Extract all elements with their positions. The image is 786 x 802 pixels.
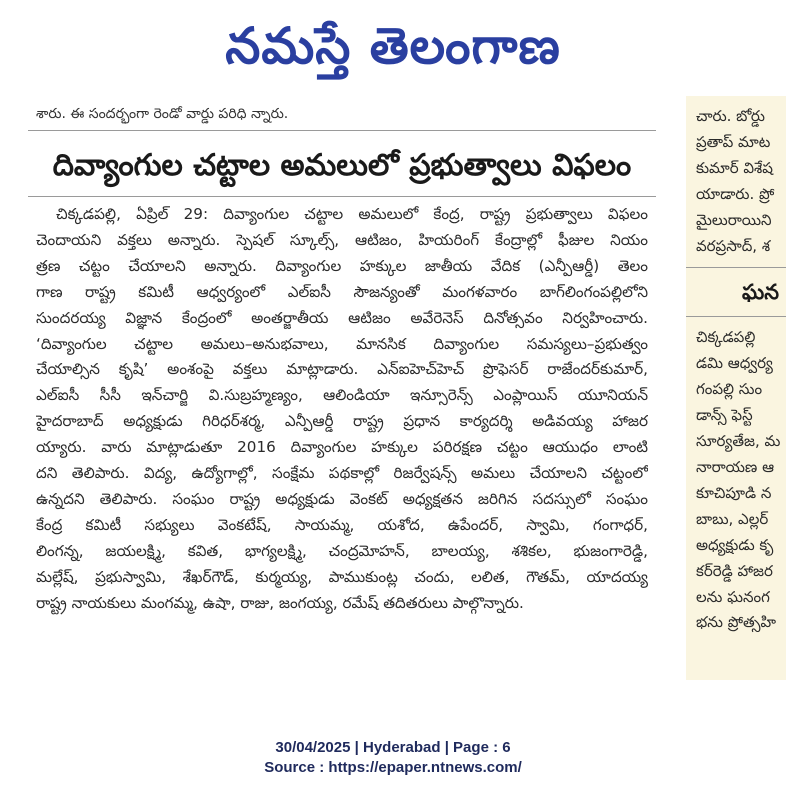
source-link[interactable]: Source : https://epaper.ntnews.com/	[264, 759, 522, 776]
article-line: చేయాల్సిన కృషి’ అంశంపై వక్తలు మాట్లాడారు. ఎన్ఐహెచ్‌హెచ్ ప్రొఫెసర్ రాజేందర్‌కుమార్,	[36, 360, 648, 379]
side-line: బాబు, ఎల్లర్	[696, 509, 769, 528]
side-line: ప్రతాప్ మాట	[696, 132, 771, 151]
article-line: చిక్కడపల్లి, ఏప్రిల్ 29: దివ్యాంగుల చట్టాల అమలులో కేంద్ర, రాష్ట్ర ప్రభుత్వాలు విఫలం	[56, 205, 648, 223]
adjacent-article-strip	[686, 96, 786, 680]
side-line: చారు. బోర్డు	[696, 107, 765, 125]
newspaper-logo: నమస్తే తెలంగాణ	[225, 17, 561, 75]
side-line: కర్‌రెడ్డి హాజర	[696, 561, 773, 580]
side-line: డాన్స్ ఫెస్ట్	[696, 406, 753, 425]
top-divider	[28, 130, 656, 131]
masthead	[0, 0, 786, 95]
side-line: కూచిపూడి న	[696, 483, 772, 502]
article-headline: దివ్యాంగుల చట్టాల అమలులో ప్రభుత్వాలు విఫలం	[52, 148, 632, 183]
headline-divider	[28, 196, 656, 197]
side-line: అధ్యక్షుడు కృ	[696, 535, 774, 554]
article-line: ఎల్ఐసీ సీసీ ఇన్‌చార్జి వి.సుబ్రహ్మణ్యం, ఆలిండియా ఇన్సూరెన్స్ ఎంప్లాయిస్ యూనియన్	[36, 386, 648, 405]
side-line: కుమార్ విశేష	[696, 158, 773, 177]
side-line: మైలురాయిని	[696, 210, 772, 229]
article-line: మల్లేష్, ప్రభుస్వామి, శేఖర్‌గౌడ్, కుర్మయ్య, పాముకుంట్ల చందు, లలిత, గౌతమ్, యాదయ్య	[36, 567, 648, 586]
side-divider	[686, 267, 786, 268]
article-line: లింగన్న, జయలక్ష్మి, కవిత, భాగ్యలక్ష్మి, చంద్రమోహన్, బాలయ్య, శశికల, భుజంగారెడ్డి,	[36, 541, 648, 560]
side-line: వరప్రసాద్, శ	[696, 236, 771, 255]
side-line: గంపల్లి సుం	[696, 380, 763, 399]
side-line: లను ఘనంగ	[696, 587, 770, 606]
article-line: త్రణ చట్టం చేయాలని అన్నారు. దివ్యాంగుల హక్కుల జాతీయ వేదిక (ఎన్పీఆర్డీ) తెలం	[36, 256, 648, 275]
article-line: హైదరాబాద్ అధ్యక్షుడు గిరిధర్‌శర్మ, ఎన్పీఆర్డీ రాష్ట్ర ప్రధాన కార్యదర్శి అడివయ్య హాజర	[36, 412, 648, 431]
article-line: కేంద్ర కమిటీ సభ్యులు వెంకటేష్, సాయమ్మ, యశోద, ఉపేందర్, స్వామి, గంగాధర్,	[36, 515, 648, 534]
footer	[0, 738, 786, 778]
side-line: యాడారు. ప్రో	[696, 184, 775, 203]
article-line: ఉన్నదని తెలిపారు. సంఘం రాష్ట్ర అధ్యక్షుడు వెంకట్ అధ్యక్షతన జరిగిన సదస్సులో సంఘం	[36, 489, 648, 508]
edition-meta: 30/04/2025 | Hyderabad | Page : 6	[275, 739, 511, 756]
side-divider	[686, 316, 786, 317]
article-line: ‘దివ్యాంగుల చట్టాల అమలు–అనుభవాలు, మానసిక దివ్యాంగుల సమస్యలు–ప్రభుత్వం	[36, 334, 648, 353]
side-line: సూర్యతేజ, మ	[696, 432, 781, 451]
side-line: భను ప్రోత్సహి	[696, 613, 776, 632]
previous-article-fragment: శారు. ఈ సందర్భంగా రెండో వార్డు పరిధి న్నారు.	[36, 106, 289, 122]
article-body	[36, 202, 648, 617]
side-headline: ఘన	[742, 280, 779, 305]
news-clipping	[28, 96, 656, 666]
side-line: చిక్కడపల్లి	[696, 328, 756, 347]
article-line: చెందాయని వక్తలు అన్నారు. స్పెషల్ స్కూల్స్, ఆటిజం, హియరింగ్ కేంద్రాల్లో ఫీజుల నియం	[36, 230, 648, 249]
article-line: య్యారు. వారు మాట్లాడుతూ 2016 దివ్యాంగుల హక్కుల పరిరక్షణ చట్టం ఆయుధం లాంటి	[36, 438, 648, 457]
side-line: నారాయణ ఆ	[696, 457, 775, 476]
article-line: రాష్ట్ర నాయకులు మంగమ్మ, ఉషా, రాజు, జంగయ్య, రమేష్ తదితరులు పాల్గొన్నారు.	[36, 593, 524, 612]
side-line: డమి ఆధ్వర్య	[696, 354, 773, 373]
article-line: సుందరయ్య విజ్ఞాన కేంద్రంలో అంతర్జాతీయ ఆటిజం అవేరెనెస్ దినోత్సవం నిర్వహించారు.	[36, 308, 648, 327]
article-line: దని తెలిపారు. విద్య, ఉద్యోగాల్లో, సంక్షేమ పథకాల్లో రిజర్వేషన్స్ అమలు చేయాలని చట్టంలో	[36, 464, 648, 483]
article-line: గాణ రాష్ట్ర కమిటీ ఆధ్వర్యంలో ఎల్ఐసీ సౌజన్యంతో మంగళవారం బాగ్‌లింగంపల్లిలోని	[36, 282, 648, 301]
